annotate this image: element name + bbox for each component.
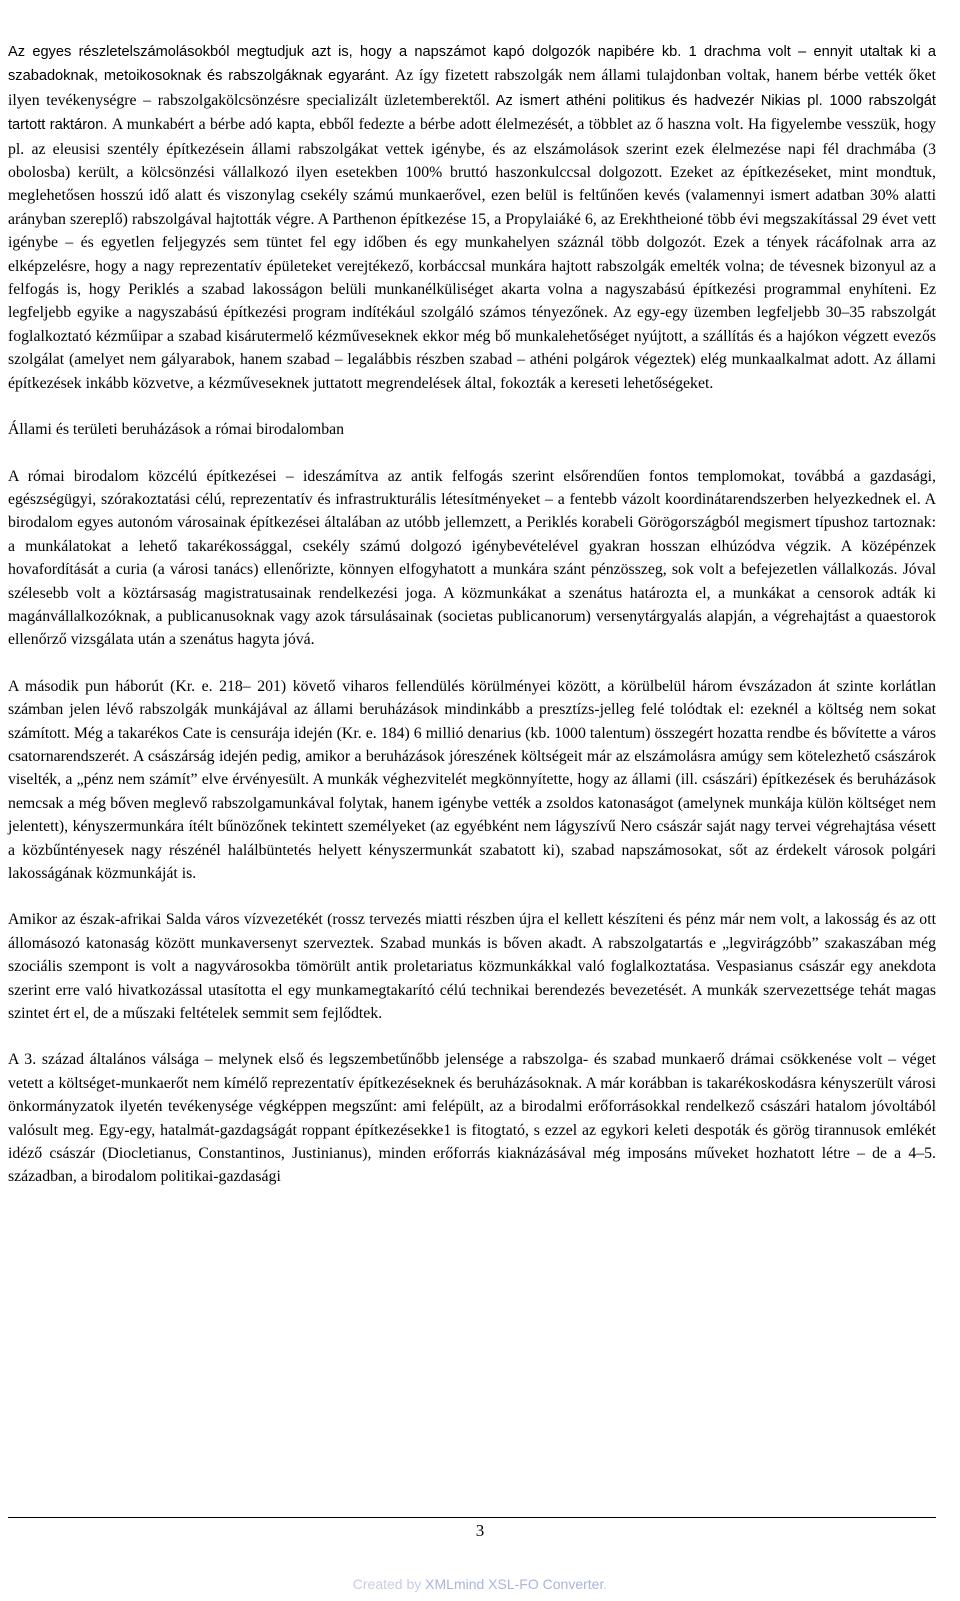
text-run: Az egyes részletelszámolásokból megtudjuk azt is, hogy a napszámot kapó dolgozók napibére kb. 1 drachma volt – ennyit utaltak ki a szabadoknak, metoikosoknak és rabszolgáknak egyaránt. — [8, 44, 936, 85]
paragraph-salda-aqueduct: Amikor az észak-afrikai Salda város vízvezetékét (rossz tervezés miatti részben újra el kellett készíteni és pénz már nem volt, a lakosság és az ott állomásozó katonaság között munkaversenyt szerveztek. Szabad munkás is bőven akadt. A rabszolgatartás e „legvirágzóbb” szakaszában még szociális szempont is volt a nagyvárosokba tömörült antik proletariatus közmunkákkal való foglalkoztatása. Vespasianus császár egy anekdota szerint erre való hivatkozással utasította el egy munkamegtakarító célú technikai berendezés bevezetését. A munkák szervezettsége tehát magas szintet ért el, de a műszaki feltételek semmit sem fejlődtek. — [8, 911, 936, 1023]
footer-divider — [8, 1517, 936, 1518]
page-number: 3 — [475, 1521, 485, 1540]
text-run: Az így fizetett rabszolgák nem állami tulajdonban voltak, hanem bérbe vették őket ilyen tevékenységre – rabszolgakölcsönzésre specializált üzletemberektől. — [8, 67, 936, 109]
text-run: A munkabért a bérbe adó kapta, ebből fedezte a bérbe adott élelmezését, a többlet az ő haszna volt. Ha figyelembe vesszük, hogy pl. az eleusisi szentély építkezésein állami rabszolgákat vettek igénybe, és az elszámolások szerint ezek élelmezése napi fél drachmába (3 obolosba) került, a kölcsönzési vállalkozó ilyen esetekben 100% bruttó haszonkulccsal dolgozott. Ezeket az építkezéseket, mint mondtuk, meglehetősen hosszú idő alatt és viszonylag csekély számú munkaerővel, ezen belül is feltűnően kevés (valamennyi ismert adatban 30% alatti arányban szereplő) rabszolgával hajtották végre. A Parthenon építkezése 15, a Propylaiáké 6, az Erekhtheioné több évi megszakítással 29 évet vett igénybe – és egyetlen feljegyzés sem tüntet fel egy időben és egy munkahelyen száznál több dolgozót. Ezek a tények rácáfolnak arra az elképzelésre, hogy a nagy reprezentatív épületeket verejtékező, korbáccsal munkára hajtott rabszolgák emelték volna; de tévesnek bizonyul az a felfogás is, hogy Periklés a szabad lakosságon belüli munkanélküliséget akarta volna a nagyszabású építkezési programmal enyhíteni. Ez legfeljebb egyike a nagyszabású építkezési program indítékául szolgáló számos tényezőnek. Az egy-egy üzemben legfeljebb 30–35 rabszolgát foglalkoztató kézműipar a szabad kisárutermelő kézműveseknek ekkor még bő munkalehetőséget nyújtott, a szállítás és a hajókon végzett evezős szolgálat (amelyet nem gályarabok, hanem szabad – legalábbis részben szabad – athéni polgárok végeztek) elég munkaalkalmat adott. Az állami építkezések inkább közvetve, a kézműveseknek juttatott megrendelések által, fokozták a kereseti lehetőségeket. — [8, 116, 937, 392]
watermark-brand: XMLmind XSL-FO Converter — [425, 1576, 604, 1592]
text-run: Az ismert athéni politikus és hadvezér Nikias pl. 1000 rabszolgát tartott raktáron. — [8, 92, 936, 134]
paragraph-third-century-crisis: A 3. század általános válsága – melynek első és legszembetűnőbb jelensége a rabszolga- és szabad munkaerő drámai csökkenése volt – véget vetett a költséget-munkaerőt nem kímélő reprezentatív építkezéseknek és beruházásoknak. A már korábban is takarékoskodásra kényszerült városi önkormányzatok ilyetén tevékenysége végképpen megszűnt: ami felépült, az a birodalmi erőforrásokkal rendelkező császári hatalom jóvoltából valósult meg. Egy-egy, hatalmát-gazdagságát roppant építkezésekke1 is fitogtató, s ezzel az egykori keleti despoták és görög tirannusok emlékét idéző császár (Diocletianus, Constantinos, Justinianus), minden erőforrás kiaknázásával még imposáns műveket hozhatott létre – de a 4–5. században, a birodalom politikai-gazdasági — [8, 1051, 936, 1186]
paragraph-punic-war: A második pun háborút (Kr. e. 218– 201) követő viharos fellendülés körülményei között, a körülbelül három évszázadon át szinte korlátlan számban jelen lévő rabszolgák munkájával az állami beruházások mindinkább a presztízs-jelleg felé tolódtak el: ezeknél a költség nem sokat számított. Még a takarékos Cate is censurája idején (Kr. e. 184) 6 millió denarius (kb. 1000 talentum) összegért hozatta rendbe és bővítette a város csatornarendszerét. A császárság idején pedig, amikor a beruházások jóreszének költségeit már az elszámolásra amúgy sem kötelezhető császárok viselték, a „pénz nem számít” elve érvényesült. A munkák véghezvitelét megkönnyítette, hogy az állami (ill. császári) építkezések és beruházások nemcsak a még bőven meglevő rabszolgamunkával folytak, hanem igénybe vették a zsoldos katonaságot (amelynek munkája külön költséget nem jelentett), kényszermunkára ítélt bűnözőnek tekintett személyeket (az egyébként nem lágyszívű Nero császár saját nagy tervei végrehajtása vésett a közbűntényesek nagy részénél halálbüntetés helyett kényszermunkát szabatott ki), szabad napszámosokat, sőt az érdekelt városok polgári lakosságának közmunkáját is. — [8, 677, 936, 882]
document-body — [8, 40, 936, 1212]
converter-watermark — [0, 1576, 960, 1592]
paragraph-athens-wages — [8, 40, 936, 395]
section-heading: Állami és területi beruházások a római birodalomban — [8, 421, 345, 439]
paragraph-roman-public-works: A római birodalom közcélú építkezései – ideszámítva az antik felfogás szerint elsőrendűen fontos templomokat, továbbá a gazdasági, egészségügyi, szórakoztatási célú, reprezentatív és infrastrukturális létesítményeket – a fentebb vázolt koordinátarendszerben helyezkednek el. A birodalom egyes autonóm városainak építkezései általában az utóbb jellemzett, a Periklés korabeli Görögországból megismert típushoz tartoznak: a munkálatokat a lehető takarékossággal, csekély számú dolgozó igénybevételével gyakran hosszan elhúzódva végzik. A középénzek hovafordítását a curia (a városi tanács) ellenőrizte, könnyen elfogyhatott a munkára szánt pénzösszeg, sok volt a befejezetlen vállalkozás. Jóval szélesebb volt a köztársaság magistratusainak rendelkezési joga. A közmunkákat a szenátus határozta el, a munkákat a censorok adták ki magánvállalkozóknak, a publicanusoknak vagy azok társulásainak (societas publicanorum) versenytárgyalás alapján, a végrehajtást a quaestorok ellenőrző vizsgálata után a szenátus hagyta jóvá. — [8, 467, 936, 649]
watermark-suffix: . — [603, 1576, 608, 1592]
watermark-prefix: Created by — [352, 1576, 426, 1592]
